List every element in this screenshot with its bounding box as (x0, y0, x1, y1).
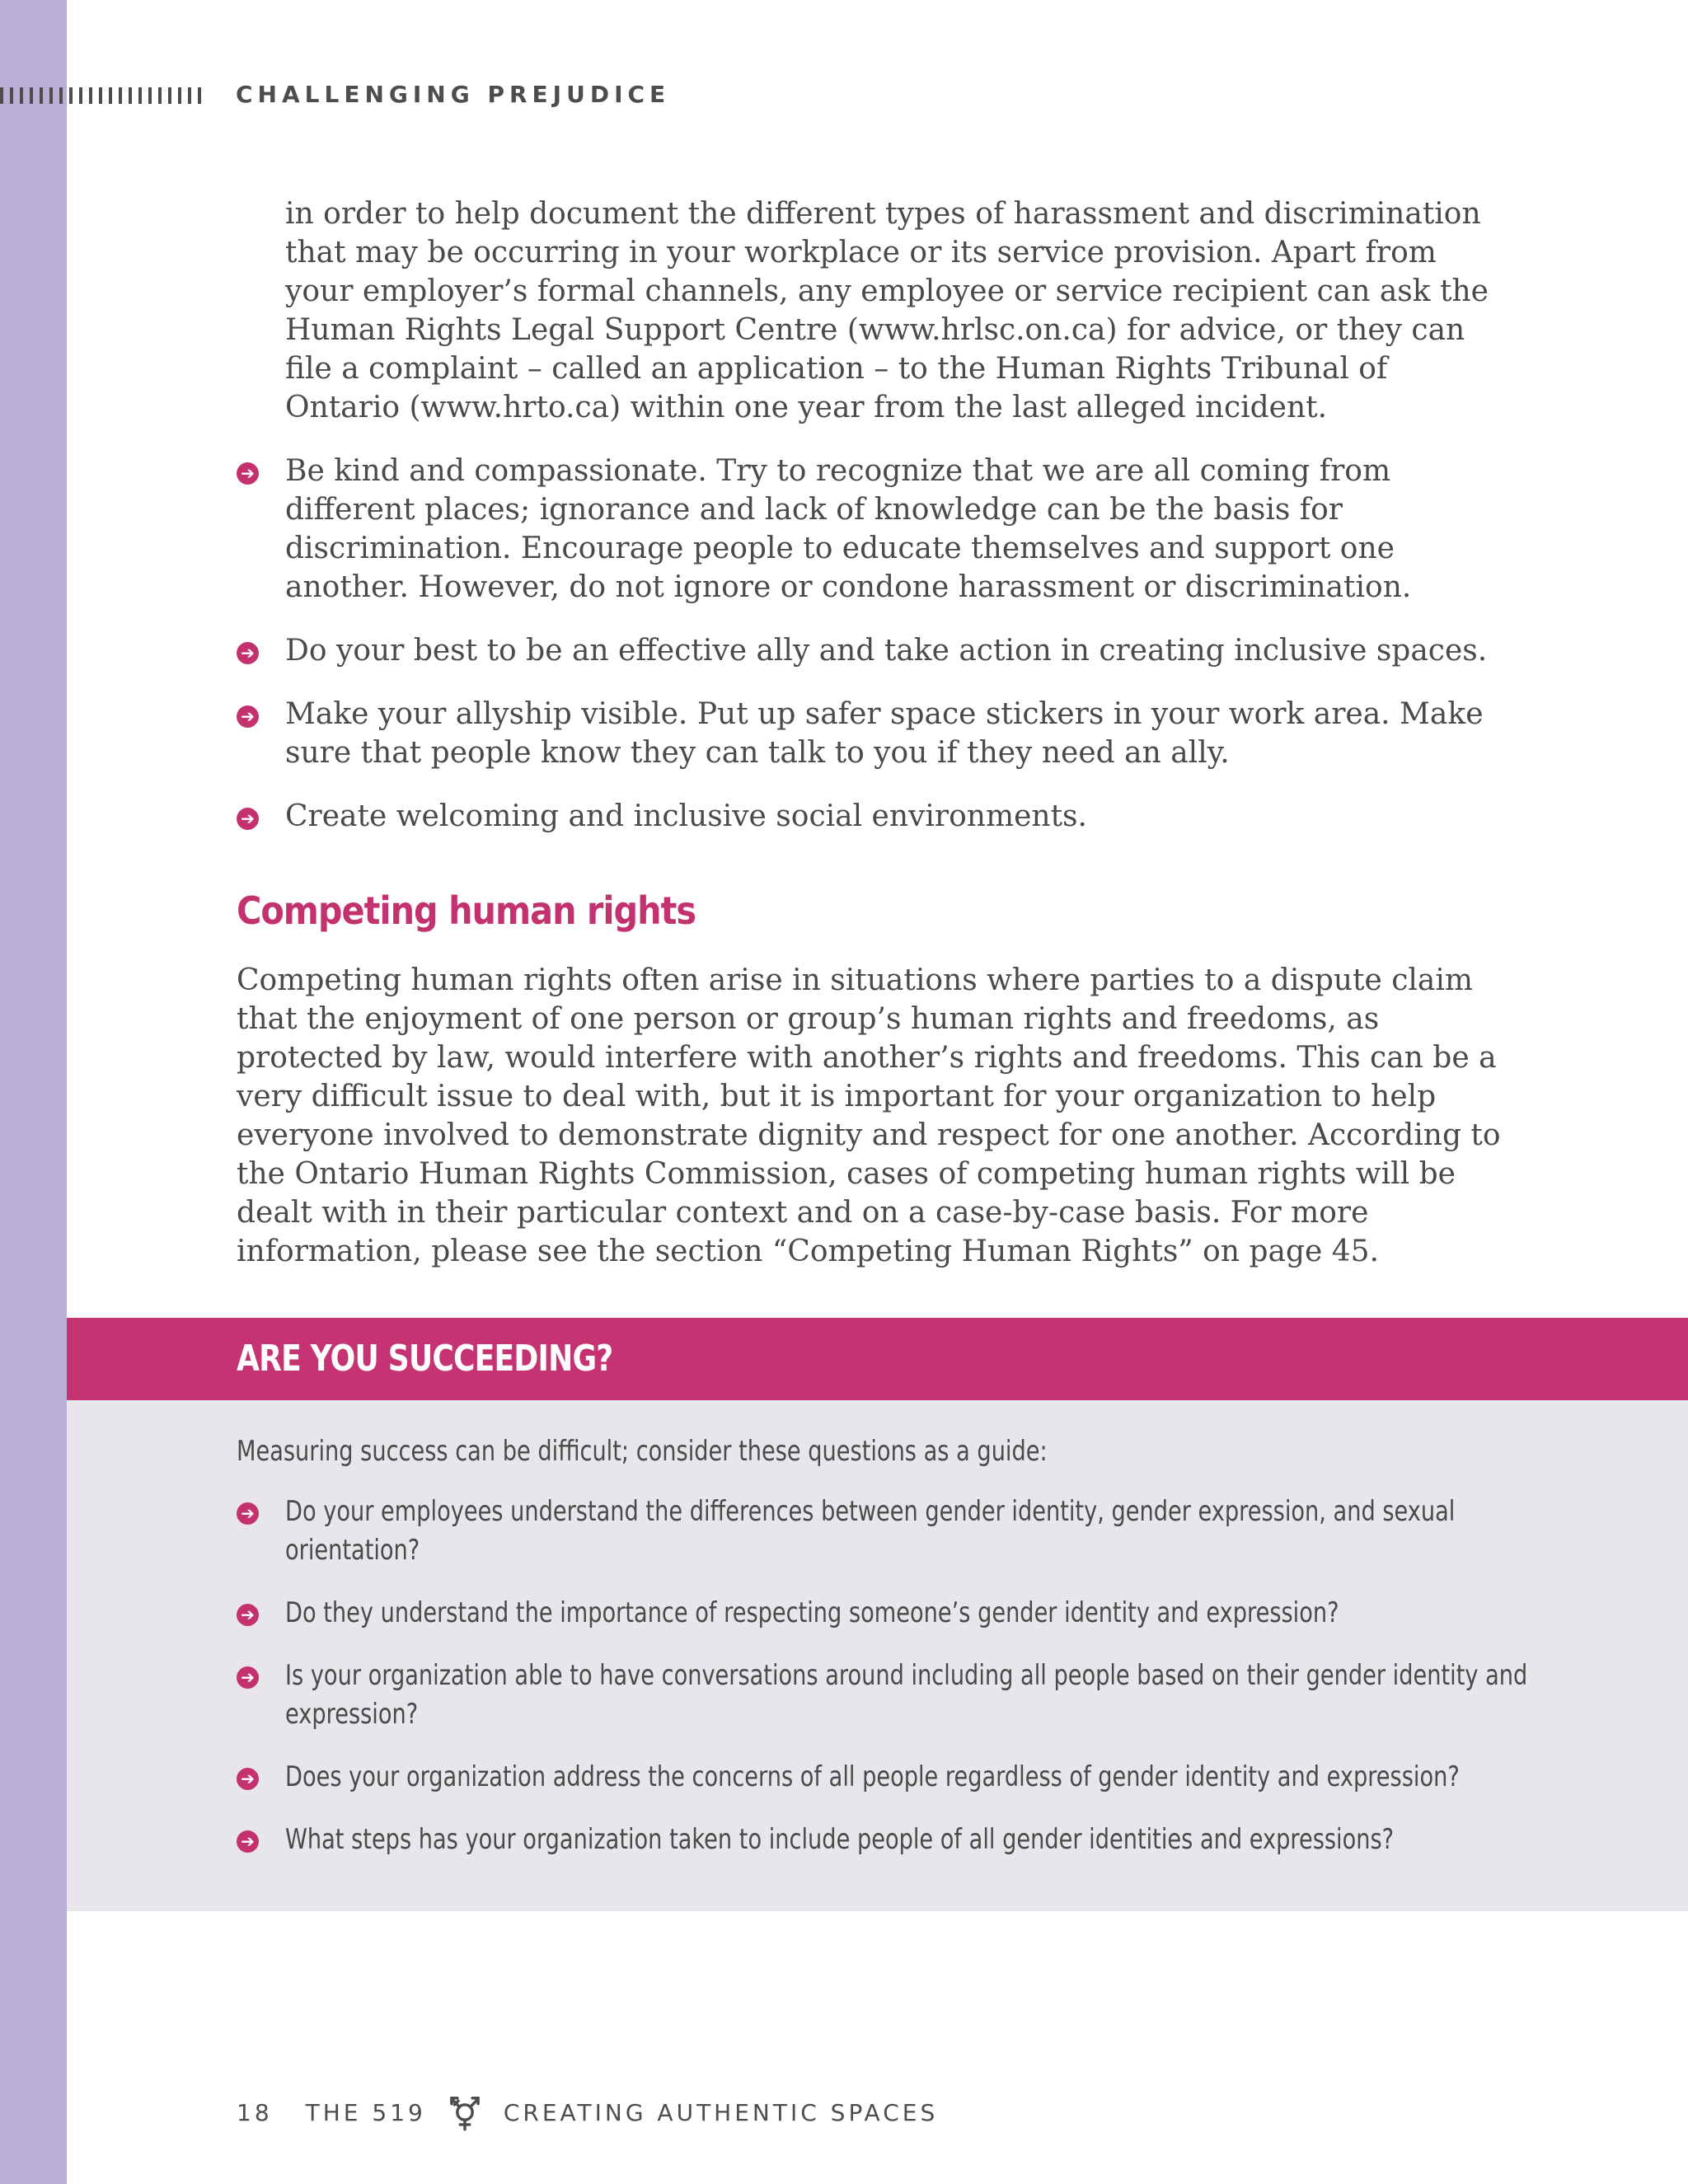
arrow-right-icon: ➔ (237, 1768, 259, 1790)
list-item: ➔ What steps has your organization taken to include people of all gender identities and expressions? (237, 1821, 1638, 1859)
list-item: ➔ Be kind and compassionate. Try to recognize that we are all coming from different places; ignorance and lack of knowledge can be the basis for discrimination. Encourage people to educate themselves and support one another. However, do not ignore or condone harassment or discrimination. (237, 452, 1506, 607)
callout-box (67, 1400, 1688, 1911)
arrow-right-icon: ➔ (237, 462, 259, 485)
list-item: ➔ Do they understand the importance of respecting someone’s gender identity and expression? (237, 1594, 1638, 1633)
list-item: ➔ Do your employees understand the differences between gender identity, gender expression, and sexual orientation? (237, 1493, 1638, 1570)
arrow-right-icon: ➔ (237, 1830, 259, 1853)
bullet-list (237, 452, 1506, 860)
section-heading: Competing human rights (237, 888, 696, 933)
list-item: ➔ Create welcoming and inclusive social environments. (237, 797, 1506, 836)
arrow-right-icon: ➔ (237, 705, 259, 728)
page-number: 18 (237, 2098, 273, 2126)
callout-title: ARE YOU SUCCEEDING? (237, 1338, 613, 1380)
question-list (237, 1493, 1638, 1883)
callout-intro: Measuring success can be difficult; consider these questions as a guide: (237, 1435, 1048, 1468)
arrow-right-icon: ➔ (237, 808, 259, 830)
arrow-right-icon: ➔ (237, 1502, 259, 1525)
section-paragraph: Competing human rights often arise in situations where parties to a dispute claim that the enjoyment of one person or group’s human rights and freedoms, as protected by law, would interfere with another’s rights and freedoms. This can be a very difficult issue to deal with, but it is important for your organization to help everyone involved to demonstrate dignity and respect for one another. According to the Ontario Human Rights Commission, cases of competing human rights will be dealt with in their particular context and on a case-by-case basis. For more information, please see the section “Competing Human Rights” on page 45. (237, 963, 1501, 1268)
list-item: ➔ Does your organization address the concerns of all people regardless of gender identity and expression? (237, 1758, 1638, 1797)
header-tick-marks (0, 87, 202, 104)
continuation-paragraph: in order to help document the different types of harassment and discrimination that may be occurring in your workplace or its service provision. Apart from your employer’s formal channels, any employee or service recipient can ask the Human Rights Legal Support Centre (www.hrlsc.on.ca) for advice, or they can file a complaint – called an application – to the Human Rights Tribunal of Ontario (www.hrto.ca) within one year from the last alleged incident. (285, 197, 1489, 424)
running-head: CHALLENGING PREJUDICE (236, 81, 671, 108)
publication-title: CREATING AUTHENTIC SPACES (503, 2098, 939, 2126)
callout-banner (67, 1318, 1688, 1400)
decorative-sidebar (0, 0, 67, 2184)
arrow-right-icon: ➔ (237, 642, 259, 664)
arrow-right-icon: ➔ (237, 1666, 259, 1689)
list-item: ➔ Do your best to be an effective ally and take action in creating inclusive spaces. (237, 631, 1506, 670)
list-item: ➔ Is your organization able to have conversations around including all people based on their gender identity and expression? (237, 1657, 1638, 1734)
arrow-right-icon: ➔ (237, 1604, 259, 1626)
page-footer (237, 2093, 938, 2131)
transgender-symbol-icon (446, 2093, 484, 2131)
list-item: ➔ Make your allyship visible. Put up safer space stickers in your work area. Make sure that people know they can talk to you if they need an ally. (237, 695, 1506, 772)
org-name: THE 519 (305, 2098, 426, 2126)
